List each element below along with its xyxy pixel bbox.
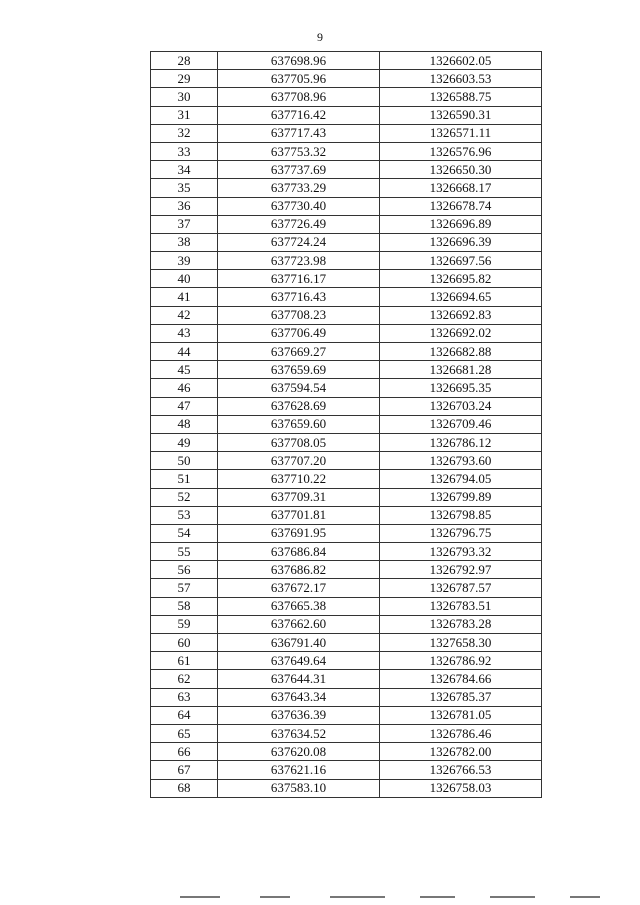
y-coordinate-cell: 1326590.31 bbox=[380, 106, 542, 124]
x-coordinate-cell: 637716.43 bbox=[218, 288, 380, 306]
y-coordinate-cell: 1326786.92 bbox=[380, 652, 542, 670]
x-coordinate-cell: 637621.16 bbox=[218, 761, 380, 779]
table-row bbox=[151, 179, 542, 197]
y-coordinate-cell: 1326703.24 bbox=[380, 397, 542, 415]
point-number-cell: 36 bbox=[151, 197, 218, 215]
y-coordinate-cell: 1326793.32 bbox=[380, 543, 542, 561]
table-row bbox=[151, 543, 542, 561]
x-coordinate-cell: 637634.52 bbox=[218, 724, 380, 742]
y-coordinate-cell: 1326681.28 bbox=[380, 361, 542, 379]
x-coordinate-cell: 637701.81 bbox=[218, 506, 380, 524]
y-coordinate-cell: 1326781.05 bbox=[380, 706, 542, 724]
y-coordinate-cell: 1326682.88 bbox=[380, 343, 542, 361]
point-number-cell: 56 bbox=[151, 561, 218, 579]
x-coordinate-cell: 637716.17 bbox=[218, 270, 380, 288]
y-coordinate-cell: 1326796.75 bbox=[380, 524, 542, 542]
point-number-cell: 35 bbox=[151, 179, 218, 197]
x-coordinate-cell: 637710.22 bbox=[218, 470, 380, 488]
table-row bbox=[151, 361, 542, 379]
table-row bbox=[151, 779, 542, 797]
point-number-cell: 64 bbox=[151, 706, 218, 724]
x-coordinate-cell: 637724.24 bbox=[218, 233, 380, 251]
point-number-cell: 45 bbox=[151, 361, 218, 379]
x-coordinate-cell: 637717.43 bbox=[218, 124, 380, 142]
y-coordinate-cell: 1326602.05 bbox=[380, 52, 542, 70]
point-number-cell: 50 bbox=[151, 452, 218, 470]
x-coordinate-cell: 637753.32 bbox=[218, 142, 380, 160]
table-row bbox=[151, 197, 542, 215]
point-number-cell: 62 bbox=[151, 670, 218, 688]
y-coordinate-cell: 1326798.85 bbox=[380, 506, 542, 524]
table-row bbox=[151, 270, 542, 288]
x-coordinate-cell: 637726.49 bbox=[218, 215, 380, 233]
point-number-cell: 52 bbox=[151, 488, 218, 506]
point-number-cell: 59 bbox=[151, 615, 218, 633]
y-coordinate-cell: 1326678.74 bbox=[380, 197, 542, 215]
y-coordinate-cell: 1326650.30 bbox=[380, 161, 542, 179]
point-number-cell: 53 bbox=[151, 506, 218, 524]
x-coordinate-cell: 637594.54 bbox=[218, 379, 380, 397]
x-coordinate-cell: 637708.23 bbox=[218, 306, 380, 324]
x-coordinate-cell: 637686.82 bbox=[218, 561, 380, 579]
table-row bbox=[151, 306, 542, 324]
table-row bbox=[151, 524, 542, 542]
x-coordinate-cell: 637708.05 bbox=[218, 433, 380, 451]
x-coordinate-cell: 637669.27 bbox=[218, 343, 380, 361]
y-coordinate-cell: 1326695.35 bbox=[380, 379, 542, 397]
x-coordinate-cell: 637665.38 bbox=[218, 597, 380, 615]
x-coordinate-cell: 637733.29 bbox=[218, 179, 380, 197]
x-coordinate-cell: 637723.98 bbox=[218, 252, 380, 270]
x-coordinate-cell: 637709.31 bbox=[218, 488, 380, 506]
table-row bbox=[151, 397, 542, 415]
point-number-cell: 40 bbox=[151, 270, 218, 288]
point-number-cell: 43 bbox=[151, 324, 218, 342]
x-coordinate-cell: 637636.39 bbox=[218, 706, 380, 724]
y-coordinate-cell: 1326782.00 bbox=[380, 743, 542, 761]
table-row bbox=[151, 615, 542, 633]
table-row bbox=[151, 161, 542, 179]
y-coordinate-cell: 1326766.53 bbox=[380, 761, 542, 779]
y-coordinate-cell: 1326692.02 bbox=[380, 324, 542, 342]
x-coordinate-cell: 637706.49 bbox=[218, 324, 380, 342]
table-row bbox=[151, 652, 542, 670]
y-coordinate-cell: 1326783.28 bbox=[380, 615, 542, 633]
y-coordinate-cell: 1326758.03 bbox=[380, 779, 542, 797]
y-coordinate-cell: 1326786.46 bbox=[380, 724, 542, 742]
table-row bbox=[151, 634, 542, 652]
y-coordinate-cell: 1326697.56 bbox=[380, 252, 542, 270]
coordinates-table-body bbox=[151, 52, 542, 798]
point-number-cell: 49 bbox=[151, 433, 218, 451]
x-coordinate-cell: 637659.69 bbox=[218, 361, 380, 379]
point-number-cell: 30 bbox=[151, 88, 218, 106]
point-number-cell: 29 bbox=[151, 70, 218, 88]
point-number-cell: 57 bbox=[151, 579, 218, 597]
y-coordinate-cell: 1326696.89 bbox=[380, 215, 542, 233]
x-coordinate-cell: 637686.84 bbox=[218, 543, 380, 561]
table-row bbox=[151, 324, 542, 342]
table-row bbox=[151, 743, 542, 761]
table-row bbox=[151, 252, 542, 270]
table-row bbox=[151, 670, 542, 688]
table-row bbox=[151, 52, 542, 70]
point-number-cell: 48 bbox=[151, 415, 218, 433]
y-coordinate-cell: 1326785.37 bbox=[380, 688, 542, 706]
point-number-cell: 34 bbox=[151, 161, 218, 179]
point-number-cell: 47 bbox=[151, 397, 218, 415]
point-number-cell: 39 bbox=[151, 252, 218, 270]
x-coordinate-cell: 637707.20 bbox=[218, 452, 380, 470]
table-row bbox=[151, 470, 542, 488]
scan-artifact-marks bbox=[150, 896, 610, 900]
table-row bbox=[151, 70, 542, 88]
y-coordinate-cell: 1326695.82 bbox=[380, 270, 542, 288]
point-number-cell: 54 bbox=[151, 524, 218, 542]
y-coordinate-cell: 1326571.11 bbox=[380, 124, 542, 142]
table-row bbox=[151, 688, 542, 706]
table-row bbox=[151, 561, 542, 579]
point-number-cell: 42 bbox=[151, 306, 218, 324]
table-row bbox=[151, 88, 542, 106]
table-row bbox=[151, 724, 542, 742]
point-number-cell: 41 bbox=[151, 288, 218, 306]
table-row bbox=[151, 761, 542, 779]
table-row bbox=[151, 579, 542, 597]
table-row bbox=[151, 433, 542, 451]
point-number-cell: 44 bbox=[151, 343, 218, 361]
point-number-cell: 46 bbox=[151, 379, 218, 397]
y-coordinate-cell: 1326603.53 bbox=[380, 70, 542, 88]
point-number-cell: 67 bbox=[151, 761, 218, 779]
x-coordinate-cell: 637698.96 bbox=[218, 52, 380, 70]
point-number-cell: 66 bbox=[151, 743, 218, 761]
table-row bbox=[151, 488, 542, 506]
x-coordinate-cell: 637672.17 bbox=[218, 579, 380, 597]
x-coordinate-cell: 637620.08 bbox=[218, 743, 380, 761]
point-number-cell: 28 bbox=[151, 52, 218, 70]
point-number-cell: 31 bbox=[151, 106, 218, 124]
x-coordinate-cell: 637716.42 bbox=[218, 106, 380, 124]
point-number-cell: 55 bbox=[151, 543, 218, 561]
y-coordinate-cell: 1326799.89 bbox=[380, 488, 542, 506]
table-row bbox=[151, 288, 542, 306]
point-number-cell: 65 bbox=[151, 724, 218, 742]
y-coordinate-cell: 1327658.30 bbox=[380, 634, 542, 652]
table-row bbox=[151, 142, 542, 160]
page-number: 9 bbox=[317, 30, 323, 44]
point-number-cell: 68 bbox=[151, 779, 218, 797]
x-coordinate-cell: 637730.40 bbox=[218, 197, 380, 215]
table-row bbox=[151, 379, 542, 397]
x-coordinate-cell: 637705.96 bbox=[218, 70, 380, 88]
y-coordinate-cell: 1326794.05 bbox=[380, 470, 542, 488]
y-coordinate-cell: 1326696.39 bbox=[380, 233, 542, 251]
y-coordinate-cell: 1326668.17 bbox=[380, 179, 542, 197]
point-number-cell: 32 bbox=[151, 124, 218, 142]
y-coordinate-cell: 1326692.83 bbox=[380, 306, 542, 324]
table-row bbox=[151, 597, 542, 615]
table-row bbox=[151, 706, 542, 724]
y-coordinate-cell: 1326783.51 bbox=[380, 597, 542, 615]
point-number-cell: 38 bbox=[151, 233, 218, 251]
table-row bbox=[151, 415, 542, 433]
y-coordinate-cell: 1326787.57 bbox=[380, 579, 542, 597]
x-coordinate-cell: 637643.34 bbox=[218, 688, 380, 706]
point-number-cell: 51 bbox=[151, 470, 218, 488]
x-coordinate-cell: 637691.95 bbox=[218, 524, 380, 542]
x-coordinate-cell: 637649.64 bbox=[218, 652, 380, 670]
x-coordinate-cell: 636791.40 bbox=[218, 634, 380, 652]
x-coordinate-cell: 637583.10 bbox=[218, 779, 380, 797]
table-row bbox=[151, 106, 542, 124]
point-number-cell: 60 bbox=[151, 634, 218, 652]
table-row bbox=[151, 124, 542, 142]
y-coordinate-cell: 1326588.75 bbox=[380, 88, 542, 106]
x-coordinate-cell: 637628.69 bbox=[218, 397, 380, 415]
point-number-cell: 61 bbox=[151, 652, 218, 670]
table-row bbox=[151, 343, 542, 361]
x-coordinate-cell: 637737.69 bbox=[218, 161, 380, 179]
y-coordinate-cell: 1326576.96 bbox=[380, 142, 542, 160]
y-coordinate-cell: 1326784.66 bbox=[380, 670, 542, 688]
table-row bbox=[151, 452, 542, 470]
y-coordinate-cell: 1326792.97 bbox=[380, 561, 542, 579]
x-coordinate-cell: 637644.31 bbox=[218, 670, 380, 688]
y-coordinate-cell: 1326793.60 bbox=[380, 452, 542, 470]
table-row bbox=[151, 233, 542, 251]
y-coordinate-cell: 1326786.12 bbox=[380, 433, 542, 451]
point-number-cell: 37 bbox=[151, 215, 218, 233]
y-coordinate-cell: 1326694.65 bbox=[380, 288, 542, 306]
point-number-cell: 33 bbox=[151, 142, 218, 160]
table-row bbox=[151, 506, 542, 524]
coordinates-table bbox=[150, 51, 542, 798]
x-coordinate-cell: 637659.60 bbox=[218, 415, 380, 433]
x-coordinate-cell: 637662.60 bbox=[218, 615, 380, 633]
point-number-cell: 58 bbox=[151, 597, 218, 615]
x-coordinate-cell: 637708.96 bbox=[218, 88, 380, 106]
point-number-cell: 63 bbox=[151, 688, 218, 706]
y-coordinate-cell: 1326709.46 bbox=[380, 415, 542, 433]
table-row bbox=[151, 215, 542, 233]
